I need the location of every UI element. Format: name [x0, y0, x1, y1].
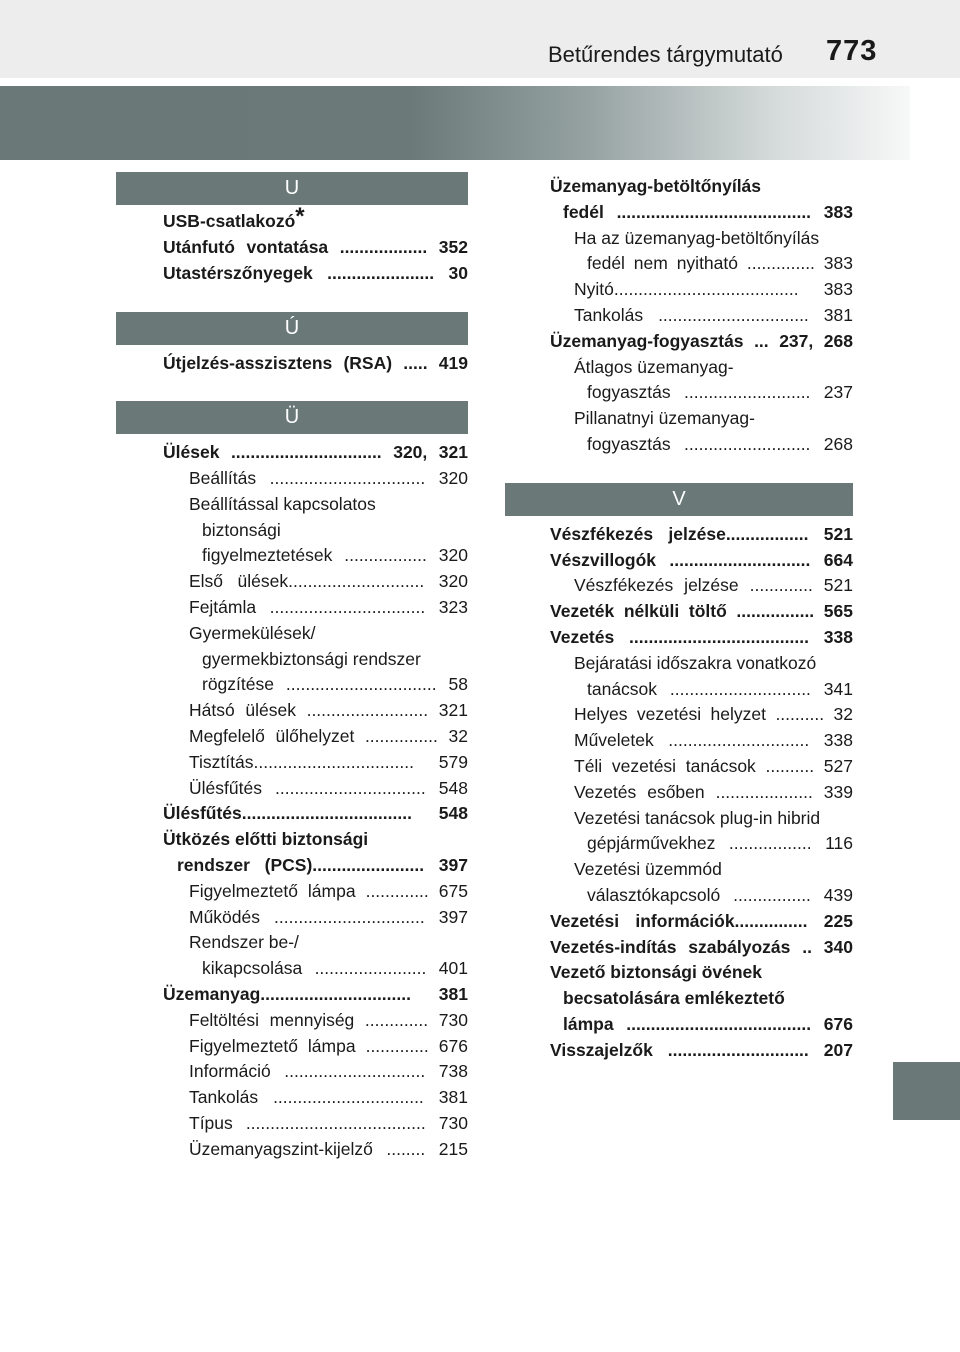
index-entry: Ülésfűtés................................... 548: [163, 803, 468, 824]
index-entry: Tisztítás................................. 579: [189, 751, 468, 772]
index-entry: fogyasztás .......................... 237: [587, 382, 853, 403]
section-header-u-acute: Ú: [116, 312, 468, 345]
index-entry: Ütközés előtti biztonsági: [163, 829, 369, 850]
index-entry: fogyasztás .......................... 268: [587, 433, 853, 454]
header-banner: [0, 86, 910, 160]
index-entry: Utastérszőnyegek ...................... 30: [163, 262, 468, 283]
index-entry: Vezetés esőben .................... 339: [574, 781, 853, 802]
index-entry: becsatolására emlékeztető: [563, 988, 785, 1009]
index-entry: Üzemanyag............................... 381: [163, 983, 468, 1004]
index-entry: USB-csatlakozó*: [163, 203, 305, 231]
section-header-u: U: [116, 172, 468, 205]
index-entry: fedél nem nyitható .............. 383: [587, 253, 853, 274]
index-entry: választókapcsoló ................ 439: [587, 884, 853, 905]
index-entry: Vészvillogók ............................. 664: [550, 549, 853, 570]
index-entry: Ha az üzemanyag-betöltőnyílás: [574, 227, 820, 248]
index-entry: Útjelzés-asszisztens (RSA) ..... 419: [163, 353, 468, 374]
index-entry: Megfelelő ülőhelyzet ............... 32: [189, 725, 468, 746]
index-entry: tanácsok ............................. 341: [587, 678, 853, 699]
index-entry: Rendszer be-/: [189, 932, 299, 953]
index-entry: lámpa ...................................... 676: [563, 1013, 853, 1034]
index-entry: Vezeték nélküli töltő ................ 565: [550, 601, 853, 622]
index-entry: Gyermekülések/: [189, 622, 316, 643]
index-entry: Figyelmeztető lámpa ............. 676: [189, 1035, 468, 1056]
page-number: 773: [826, 35, 878, 67]
left-column: [116, 172, 468, 1163]
index-entry: Vezetési üzemmód: [574, 859, 722, 880]
index-entry: Ülések ............................... 320, 321: [163, 442, 468, 463]
index-entry: Bejáratási időszakra vonatkozó: [574, 652, 817, 673]
index-entry: Téli vezetési tanácsok .......... 527: [574, 755, 853, 776]
index-entry: Információ ............................. 738: [189, 1061, 468, 1082]
index-entry: Üzemanyag-fogyasztás ... 237, 268: [550, 330, 853, 351]
index-entry: Helyes vezetési helyzet .......... 32: [574, 704, 853, 725]
index-entry: Nyitó...................................... 383: [574, 279, 853, 300]
index-entry: figyelmeztetések ................. 320: [202, 545, 468, 566]
header-title: Betűrendes tárgymutató: [548, 42, 783, 67]
index-entry: Tankolás ............................... 381: [189, 1087, 468, 1108]
index-entry: Vezetés ..................................... 338: [550, 626, 853, 647]
index-entry: Típus ..................................... 730: [189, 1112, 468, 1133]
index-entry: Pillanatnyi üzemanyag-: [574, 408, 755, 429]
index-entry: Vezető biztonsági övének: [550, 962, 762, 983]
index-entry: Vezetési információk............... 225: [550, 910, 853, 931]
index-entry: Beállítással kapcsolatos: [189, 493, 376, 514]
index-entry: Első ülések............................ 320: [189, 571, 468, 592]
index-entry: fedél ........................................ 383: [563, 201, 853, 222]
index-entry: gépjárművekhez ................. 116: [587, 833, 853, 854]
index-entry: Beállítás ................................ 320: [189, 467, 468, 488]
index-entry: Vezetés-indítás szabályozás .. 340: [550, 936, 853, 957]
index-entry: Fejtámla ................................ 323: [189, 596, 468, 617]
top-bar: [0, 0, 960, 78]
index-entry: kikapcsolása ....................... 401: [202, 958, 468, 979]
index-entry: Üzemanyag-betöltőnyílás: [550, 176, 762, 196]
index-entry: Utánfutó vontatása .................. 352: [163, 236, 468, 257]
index-entry: Figyelmeztető lámpa ............. 675: [189, 880, 468, 901]
index-entry: Hátsó ülések ......................... 321: [189, 700, 468, 721]
index-entry: Ülésfűtés ............................... 548: [189, 777, 468, 798]
index-entry: Visszajelzők ............................. 207: [550, 1039, 853, 1060]
index-entry: Működés ............................... 397: [189, 906, 468, 927]
side-tab: [893, 1062, 960, 1120]
index-entry: Feltöltési mennyiség ............. 730: [189, 1009, 468, 1030]
right-column: [505, 174, 853, 1064]
index-entry: rendszer (PCS)....................... 397: [177, 854, 468, 875]
index-entry: Átlagos üzemanyag-: [574, 356, 734, 377]
index-entry: Vészfékezés jelzése ............. 521: [574, 575, 853, 596]
index-entry: Üzemanyagszint-kijelző ........ 215: [189, 1138, 468, 1159]
section-header-u-umlaut: Ü: [116, 401, 468, 434]
section-header-v: V: [505, 483, 853, 516]
index-entry: gyermekbiztonsági rendszer: [202, 648, 421, 669]
index-entry: rögzítése ............................... 58: [202, 674, 468, 695]
index-entry: Vezetési tanácsok plug-in hibrid: [574, 807, 821, 828]
index-entry: biztonsági: [202, 519, 281, 540]
index-entry: Vészfékezés jelzése................. 521: [550, 523, 853, 544]
index-entry: Tankolás ............................... 381: [574, 304, 853, 325]
index-entry: Műveletek ............................. 338: [574, 730, 853, 751]
